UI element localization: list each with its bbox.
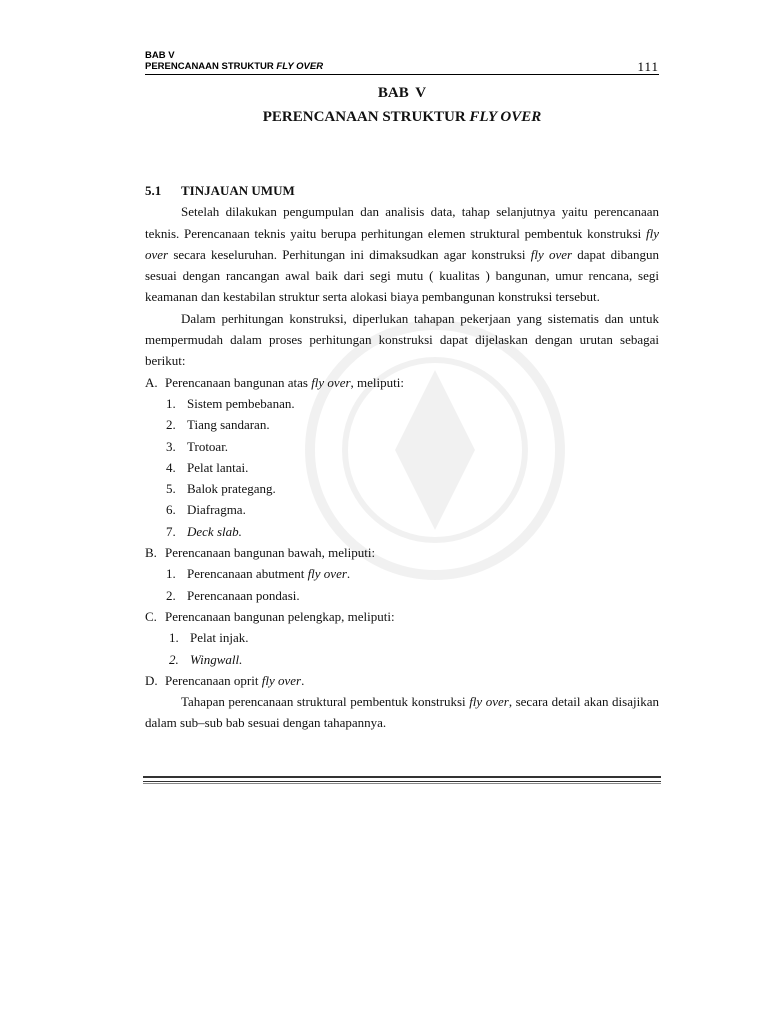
running-head: [145, 50, 659, 72]
list-item: 2. Perencanaan pondasi.: [166, 587, 300, 603]
section-number: 5.1: [145, 183, 162, 198]
list-item: 4. Pelat lantai.: [166, 459, 249, 475]
sublist-b: [145, 563, 659, 606]
paragraph-closing: Tahapan perencanaan struktural pembentuk konstruksi fly over, secara detail akan disajikan dalam sub–sub bab sesuai dengan tahapannya.: [145, 694, 659, 731]
list-item: 2. Wingwall.: [169, 651, 243, 667]
sublist-c: [145, 627, 659, 670]
footer-rule-thin: [143, 783, 661, 784]
list-item: 5. Balok prategang.: [166, 481, 276, 497]
section-title: TINJAUAN UMUM: [181, 183, 295, 198]
paragraph-method: Dalam perhitungan konstruksi, diperlukan tahapan pekerjaan yang sistematis dan untuk mempermudah dalam proses perhitungan konstruksi dapat dijelaskan dengan urutan sebagai berikut:: [145, 310, 659, 369]
list-item-a: A. Perencanaan bangunan atas fly over, meliputi:: [145, 374, 404, 390]
list-item: 1. Sistem pembebanan.: [166, 395, 295, 411]
header-rule: [145, 74, 659, 75]
document-body: [145, 180, 659, 734]
list-item: 3. Trotoar.: [166, 438, 229, 454]
list-item-d: D. Perencanaan oprit fly over.: [145, 672, 305, 688]
running-head-chapter: BAB V: [145, 50, 175, 61]
list-item: 1. Pelat injak.: [169, 630, 249, 646]
sublist-a: [145, 393, 659, 542]
page-number: 111: [637, 59, 659, 74]
list-item-c: C. Perencanaan bangunan pelengkap, meliputi:: [145, 608, 395, 624]
chapter-label: BAB V: [377, 85, 427, 101]
paragraph-intro: Setelah dilakukan pengumpulan dan analisis data, tahap selanjutnya yaitu perencanaan teknis. Perencanaan teknis yaitu berupa perhitungan elemen struktural pembentuk konstruksi fly over secara keseluruhan. Perhitungan ini dimaksudkan agar konstruksi fly over dapat dibangun sesuai dengan rancangan awal baik dari segi mutu ( kualitas ) bangunan, umur rencana, segi keamanan dan kestabilan struktur serta alokasi biaya pembangunan konstruksi tersebut.: [145, 204, 660, 305]
list-item: 2. Tiang sandaran.: [166, 417, 270, 433]
list-item: 7. Deck slab.: [166, 523, 242, 539]
section-heading: [145, 180, 659, 201]
list-item-b: B. Perencanaan bangunan bawah, meliputi:: [145, 545, 376, 561]
chapter-title: PERENCANAAN STRUKTUR FLY OVER: [262, 109, 542, 125]
running-head-title: PERENCANAAN STRUKTUR FLY OVER: [145, 61, 324, 72]
footer-rule: [143, 776, 661, 782]
list-item: 6. Diafragma.: [166, 502, 246, 518]
list-item: 1. Perencanaan abutment fly over.: [166, 566, 351, 582]
